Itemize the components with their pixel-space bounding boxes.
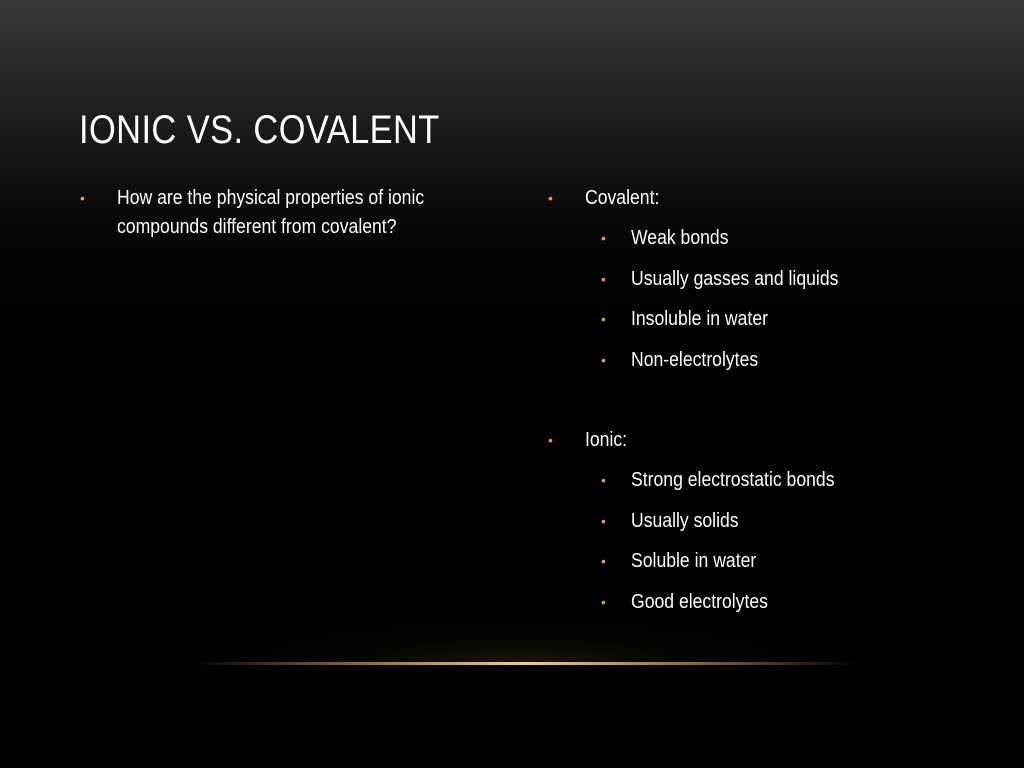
ionic-item	[546, 507, 966, 548]
left-column	[78, 184, 458, 238]
covalent-item	[546, 265, 966, 306]
ionic-item-text: Good electrolytes	[631, 590, 768, 613]
bullet-icon: •	[80, 190, 85, 206]
bullet-icon: •	[601, 553, 606, 569]
covalent-item-text: Insoluble in water	[631, 308, 768, 330]
ionic-heading-item	[546, 426, 966, 466]
right-column	[546, 184, 966, 628]
covalent-item	[546, 346, 966, 387]
slide-title: IONIC VS. COVALENT	[79, 108, 440, 152]
bullet-icon: •	[601, 270, 606, 287]
covalent-item-text: Weak bonds	[631, 227, 729, 249]
covalent-item-text: Usually gasses and liquids	[631, 267, 839, 290]
question-item	[78, 184, 458, 238]
covalent-heading: Covalent:	[585, 187, 660, 209]
ionic-item-text: Soluble in water	[631, 550, 757, 572]
covalent-item	[546, 224, 966, 265]
left-bullet-list	[78, 184, 458, 238]
bullet-icon: •	[601, 351, 606, 368]
covalent-item	[546, 305, 966, 346]
covalent-heading-item	[546, 184, 966, 224]
bullet-icon: •	[548, 432, 553, 448]
bullet-icon: •	[601, 512, 606, 529]
bullet-icon: •	[601, 230, 606, 246]
question-text: How are the physical properties of ionic compounds different from covalent?	[117, 187, 425, 238]
right-bullet-list	[546, 184, 966, 628]
ionic-heading: Ionic:	[585, 429, 628, 451]
bullet-icon: •	[601, 593, 606, 610]
accent-line	[190, 662, 860, 665]
ionic-item-text: Usually solids	[631, 509, 739, 532]
bullet-icon: •	[601, 311, 606, 327]
bullet-icon: •	[601, 472, 606, 488]
ionic-item-text: Strong electrostatic bonds	[631, 469, 835, 491]
covalent-item-text: Non-electrolytes	[631, 348, 759, 371]
spacer	[546, 386, 966, 426]
ionic-item	[546, 547, 966, 588]
accent-glow	[240, 620, 800, 664]
ionic-item	[546, 466, 966, 507]
bullet-icon: •	[548, 190, 553, 206]
